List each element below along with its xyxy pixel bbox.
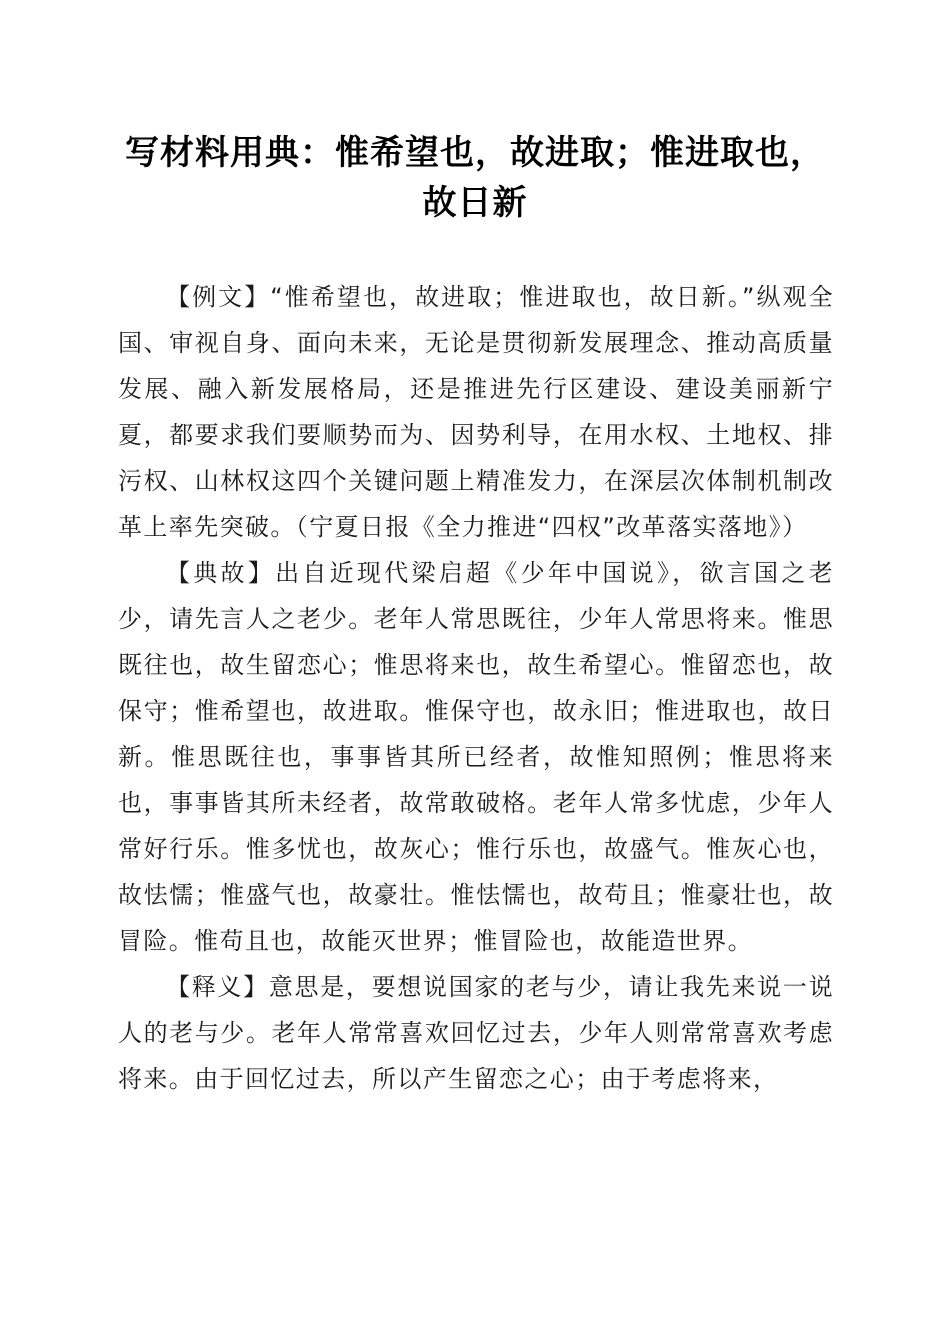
paragraph-text: 意思是，要想说国家的老与少，请让我先来说一说人的老与少。老年人常常喜欢回忆过去，少年人则常常喜欢考虑将来。由于回忆过去，所以产生留恋之心；由于考虑将来， [118,973,834,1093]
title-line-1: 写材料用典：惟希望也，故进取；惟进取也， [125,133,825,173]
paragraph-allusion [118,550,834,964]
paragraph-tag: 【例文】 [166,283,271,311]
paragraph-text: “惟希望也，故进取；惟进取也，故日新。”纵观全国、审视自身、面向未来，无论是贯彻新发展理念、推动高质量发展、融入新发展格局，还是推进先行区建设、建设美丽新宁夏，都要求我们要顺势而为、因势利导，在用水权、土地权、排污权、山林权这四个关键问题上精准发力，在深层次体制机制改革上率先突破。（宁夏日报《全力推进“四权”改革落实落地》） [118,283,834,541]
document-title [100,128,850,228]
paragraph-interpretation [118,964,834,1102]
paragraph-tag: 【释义】 [166,973,269,1001]
title-line-2: 故日新 [422,183,528,223]
paragraph-text: 出自近现代梁启超《少年中国说》，欲言国之老少，请先言人之老少。老年人常思既往，少年人常思将来。惟思既往也，故生留恋心；惟思将来也，故生希望心。惟留恋也，故保守；惟希望也，故进取。惟保守也，故永旧；惟进取也，故日新。惟思既往也，事事皆其所已经者，故惟知照例；惟思将来也，事事皆其所未经者，故常敢破格。老年人常多忧虑，少年人常好行乐。惟多忧也，故灰心；惟行乐也，故盛气。惟灰心也，故怯懦；惟盛气也，故豪壮。惟怯懦也，故苟且；惟豪壮也，故冒险。惟苟且也，故能灭世界；惟冒险也，故能造世界。 [118,559,834,955]
paragraph-tag: 【典故】 [166,559,276,587]
paragraph-example [118,274,834,550]
document-body [118,274,834,1102]
